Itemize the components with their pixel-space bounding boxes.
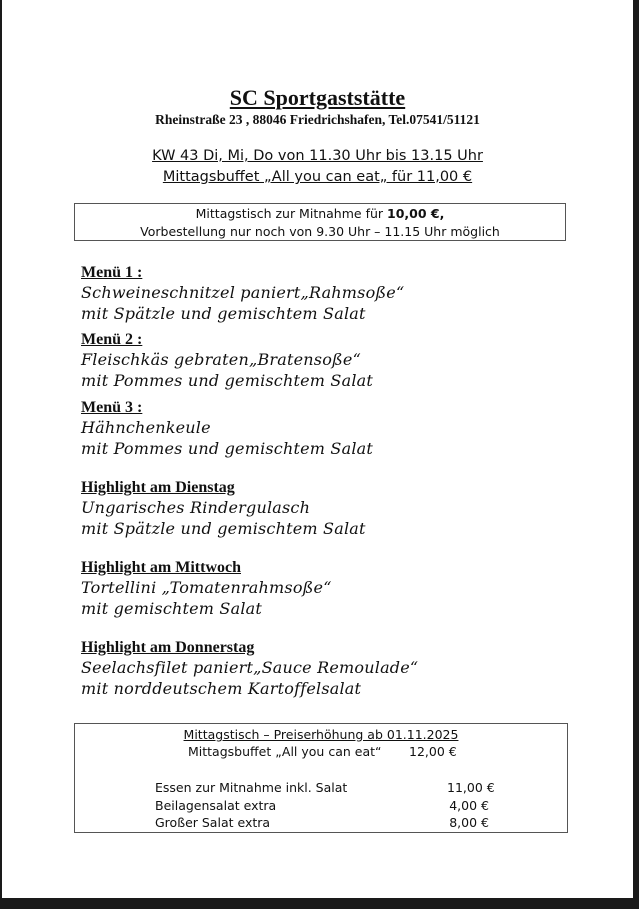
takeaway-price: 10,00 €, — [387, 206, 445, 221]
page-title: SC Sportgaststätte — [229, 85, 406, 110]
menu-3 — [81, 399, 373, 458]
price-box — [74, 723, 568, 833]
menu-side: mit gemischtem Salat — [81, 599, 263, 618]
takeaway-line1 — [75, 205, 565, 223]
price-item-value: 11,00 € — [447, 780, 495, 795]
menu-2 — [81, 331, 373, 390]
menu-heading: Menü 3 : — [81, 399, 143, 416]
menu-dish: Ungarisches Rindergulasch — [81, 498, 311, 517]
menu-dish: Seelachsfilet paniert„Sauce Remoulade“ — [81, 658, 419, 677]
menu-side: mit norddeutschem Kartoffelsalat — [81, 679, 362, 698]
menu-heading: Highlight am Dienstag — [81, 479, 235, 496]
price-item-value: 8,00 € — [449, 815, 489, 830]
menu-dish: Fleischkäs gebraten„Bratensoße“ — [81, 350, 361, 369]
price-item-label: Beilagensalat extra — [155, 798, 277, 813]
menu-dish: Schweineschnitzel paniert„Rahmsoße“ — [81, 283, 405, 302]
highlight-tuesday — [81, 479, 366, 538]
menu-heading: Menü 2 : — [81, 331, 143, 348]
menu-side: mit Pommes und gemischtem Salat — [81, 439, 374, 458]
highlight-thursday — [81, 639, 418, 698]
price-item-label: Essen zur Mitnahme inkl. Salat — [155, 780, 348, 795]
menu-heading: Highlight am Donnerstag — [81, 639, 255, 656]
takeaway-text: Mittagstisch zur Mitnahme für — [195, 206, 387, 221]
buffet-price-value: 12,00 € — [409, 744, 457, 759]
price-item-label: Großer Salat extra — [155, 815, 271, 830]
takeaway-box — [74, 203, 566, 241]
address-line: Rheinstraße 23 , 88046 Friedrichshafen, Tel.07541/51121 — [155, 112, 480, 127]
menu-heading: Highlight am Mittwoch — [81, 559, 241, 576]
buffet-offer: Mittagsbuffet „All you can eat„ für 11,00 € — [162, 169, 473, 185]
menu-page — [2, 0, 633, 898]
menu-side: mit Spätzle und gemischtem Salat — [81, 304, 366, 323]
buffet-price-label: Mittagsbuffet „All you can eat“ — [188, 744, 382, 759]
price-item-value: 4,00 € — [449, 798, 489, 813]
highlight-wednesday — [81, 559, 332, 618]
menu-1 — [81, 264, 404, 323]
menu-heading: Menü 1 : — [81, 264, 143, 281]
price-box-title: Mittagstisch – Preiserhöhung ab 01.11.2025 — [183, 727, 459, 742]
week-hours: KW 43 Di, Mi, Do von 11.30 Uhr bis 13.15 Uhr — [152, 148, 483, 164]
menu-side: mit Spätzle und gemischtem Salat — [81, 519, 366, 538]
menu-dish: Tortellini „Tomatenrahmsoße“ — [81, 578, 332, 597]
menu-side: mit Pommes und gemischtem Salat — [81, 371, 374, 390]
menu-dish: Hähnchenkeule — [81, 418, 211, 437]
takeaway-line2: Vorbestellung nur noch von 9.30 Uhr – 11.15 Uhr möglich — [140, 224, 500, 239]
